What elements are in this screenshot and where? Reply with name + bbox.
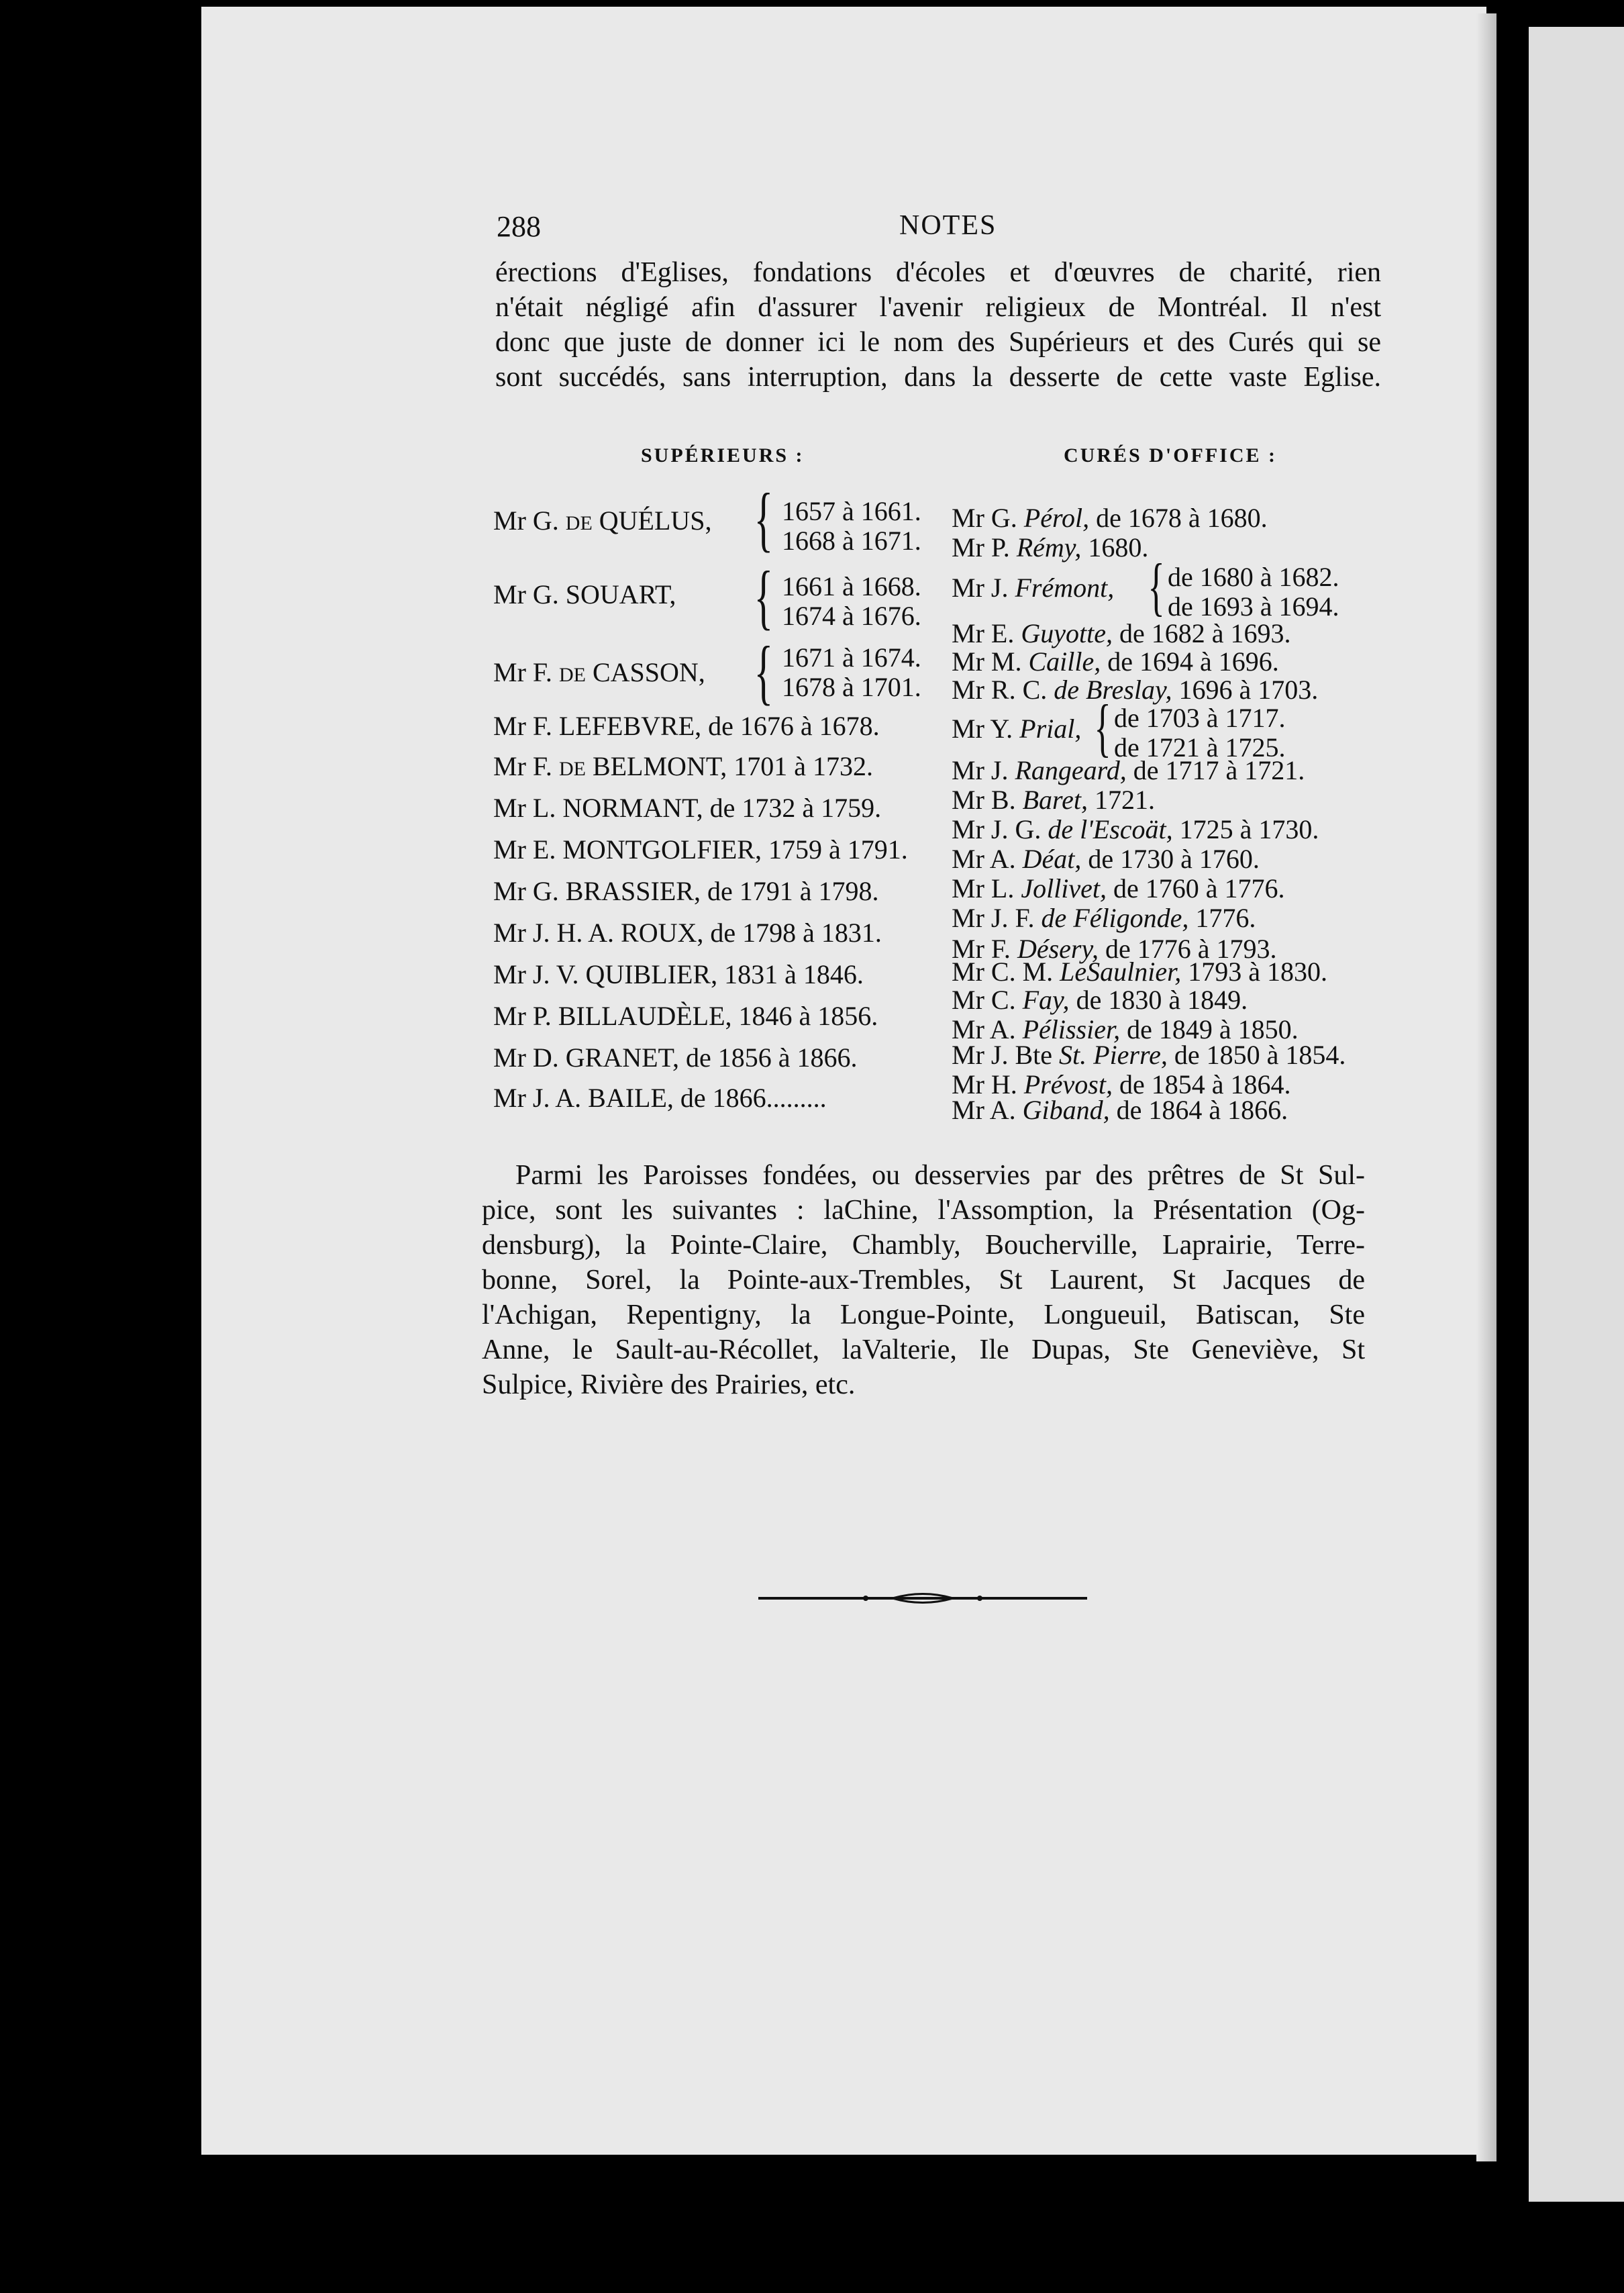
name: Caille, bbox=[1028, 646, 1101, 677]
entry-text: BELMONT, 1701 à 1732. bbox=[592, 751, 874, 781]
title-abbrev: Mr bbox=[493, 1001, 526, 1031]
page-number: 288 bbox=[497, 210, 541, 243]
date-range: 1668 à 1671. bbox=[782, 526, 921, 556]
initial: A. bbox=[989, 1014, 1016, 1044]
initial: C. M. bbox=[991, 957, 1054, 987]
entry-text: G. BRASSIER, de 1791 à 1798. bbox=[532, 876, 879, 906]
date-range: de 1703 à 1717. bbox=[1114, 703, 1286, 733]
initial: E. bbox=[991, 618, 1015, 648]
name: de Féligonde, bbox=[1041, 903, 1189, 933]
cure-entry bbox=[952, 754, 1305, 786]
name: Prévost, bbox=[1023, 1069, 1113, 1100]
page-gutter-shadow bbox=[1476, 13, 1496, 2161]
name: Prial, bbox=[1019, 714, 1082, 744]
name: Désery, bbox=[1017, 934, 1099, 964]
cure-entry bbox=[952, 572, 1114, 603]
brace: { bbox=[754, 632, 774, 712]
superior-entry bbox=[493, 875, 878, 907]
text-line: érections d'Eglises, fondations d'écoles et d'œuvres de charité, rien bbox=[495, 257, 1381, 288]
date-range: de 1776 à 1793. bbox=[1105, 934, 1277, 964]
initial: L. bbox=[991, 873, 1015, 904]
column-heading-cures: CURÉS D'OFFICE : bbox=[1064, 444, 1278, 467]
date-range: 1671 à 1674. bbox=[782, 642, 921, 673]
text-line: n'était négligé afin d'assurer l'avenir religieux de Montréal. Il n'est bbox=[495, 292, 1381, 323]
initial: F. bbox=[532, 751, 552, 781]
initial: F. bbox=[532, 657, 552, 687]
name: Rangeard, bbox=[1015, 755, 1127, 785]
closing-paragraph bbox=[482, 1158, 1365, 1402]
date-range: de 1693 à 1694. bbox=[1168, 591, 1339, 622]
superior-entry bbox=[493, 750, 873, 782]
initial: G. bbox=[991, 503, 1017, 533]
date-range: 1657 à 1661. bbox=[782, 496, 921, 526]
cure-entry bbox=[952, 984, 1248, 1016]
superior-entry bbox=[493, 1082, 827, 1114]
title-abbrev: Mr bbox=[952, 714, 984, 744]
date-range: 1725 à 1730. bbox=[1179, 814, 1319, 844]
date-range: de 1680 à 1682. bbox=[1168, 562, 1339, 592]
entry-text: J. V. QUIBLIER, 1831 à 1846. bbox=[532, 959, 864, 989]
title-abbrev: Mr bbox=[952, 618, 984, 648]
name: Fay, bbox=[1022, 985, 1070, 1015]
date-range: 1678 à 1701. bbox=[782, 672, 921, 702]
entry-text: D. GRANET, de 1856 à 1866. bbox=[532, 1042, 858, 1073]
particle: DE bbox=[558, 758, 586, 780]
title-abbrev: Mr bbox=[493, 1083, 526, 1113]
initial: G. bbox=[532, 505, 559, 536]
cure-entry bbox=[952, 843, 1260, 875]
cure-entry bbox=[952, 532, 1148, 563]
superior-entry bbox=[493, 959, 864, 990]
title-abbrev: Mr bbox=[493, 876, 526, 906]
title-abbrev: Mr bbox=[952, 1040, 984, 1070]
date-range: de 1760 à 1776. bbox=[1113, 873, 1285, 904]
title-abbrev: Mr bbox=[952, 532, 984, 563]
column-heading-superiors: SUPÉRIEURS : bbox=[641, 444, 805, 467]
title-abbrev: Mr bbox=[493, 918, 526, 948]
name: Baret, bbox=[1022, 785, 1088, 815]
date-pair bbox=[1114, 703, 1286, 763]
cure-entry bbox=[952, 873, 1285, 904]
text-line: densburg), la Pointe-Claire, Chambly, Boucherville, Laprairie, Terre- bbox=[482, 1230, 1365, 1261]
title-abbrev: Mr bbox=[952, 814, 984, 844]
date-range: de 1694 à 1696. bbox=[1107, 646, 1279, 677]
name: CASSON, bbox=[592, 657, 705, 687]
superior-entry bbox=[493, 505, 712, 536]
name: Giband, bbox=[1022, 1095, 1110, 1125]
title-abbrev: Mr bbox=[493, 657, 526, 687]
initial: G. bbox=[532, 579, 559, 609]
initial: Y. bbox=[990, 714, 1013, 744]
date-range: de 1864 à 1866. bbox=[1116, 1095, 1288, 1125]
initial: H. bbox=[991, 1069, 1017, 1100]
cure-entry bbox=[952, 1039, 1346, 1071]
text-line: l'Achigan, Repentigny, la Longue-Pointe, Longueuil, Batiscan, Ste bbox=[482, 1300, 1365, 1330]
title-abbrev: Mr bbox=[952, 1069, 984, 1100]
superior-entry bbox=[493, 656, 705, 688]
cure-entry bbox=[952, 784, 1155, 816]
superior-entry bbox=[493, 834, 908, 865]
date-range: 1674 à 1676. bbox=[782, 601, 921, 631]
name: Jollivet, bbox=[1021, 873, 1107, 904]
initial: C. bbox=[991, 985, 1016, 1015]
date-range: 1721. bbox=[1094, 785, 1155, 815]
date-range: 1696 à 1703. bbox=[1178, 675, 1319, 705]
date-range: de 1721 à 1725. bbox=[1114, 732, 1286, 763]
text-line: Sulpice, Rivière des Prairies, etc. bbox=[482, 1369, 856, 1400]
date-range: 1776. bbox=[1195, 903, 1256, 933]
name: Frémont, bbox=[1015, 573, 1115, 603]
facing-page-edge bbox=[1529, 27, 1624, 2202]
cure-entry bbox=[952, 902, 1256, 934]
intro-paragraph bbox=[495, 255, 1381, 395]
brace: { bbox=[754, 479, 774, 559]
title-abbrev: Mr bbox=[952, 903, 984, 933]
cure-entry bbox=[952, 502, 1268, 534]
name: Rémy, bbox=[1016, 532, 1082, 563]
date-pair bbox=[782, 643, 921, 702]
superior-entry bbox=[493, 917, 882, 948]
initial: J. F. bbox=[991, 903, 1035, 933]
date-pair bbox=[782, 572, 921, 631]
initial: J. G. bbox=[991, 814, 1042, 844]
brace: { bbox=[1094, 691, 1111, 763]
title-abbrev: Mr bbox=[952, 1095, 984, 1125]
ornamental-rule-icon bbox=[758, 1588, 1087, 1608]
particle: DE bbox=[565, 512, 593, 534]
name: SOUART, bbox=[565, 579, 676, 609]
initial: A. bbox=[989, 844, 1016, 874]
name: St. Pierre, bbox=[1059, 1040, 1168, 1070]
title-abbrev: Mr bbox=[493, 751, 526, 781]
initial: P. bbox=[991, 532, 1010, 563]
date-range: 1680. bbox=[1088, 532, 1149, 563]
brace: { bbox=[754, 557, 774, 637]
initial: J. Bte bbox=[991, 1040, 1053, 1070]
text-line: Parmi les Paroisses fondées, ou desservies par des prêtres de St Sul- bbox=[515, 1160, 1365, 1191]
date-range: de 1849 à 1850. bbox=[1127, 1014, 1299, 1044]
title-abbrev: Mr bbox=[493, 1042, 526, 1073]
title-abbrev: Mr bbox=[952, 755, 984, 785]
title-abbrev: Mr bbox=[493, 505, 526, 536]
date-pair bbox=[782, 497, 921, 556]
title-abbrev: Mr bbox=[952, 646, 984, 677]
date-pair bbox=[1168, 563, 1339, 622]
text-line: bonne, Sorel, la Pointe-aux-Trembles, St Laurent, St Jacques de bbox=[482, 1265, 1365, 1296]
initial: M. bbox=[991, 646, 1022, 677]
cure-entry bbox=[952, 956, 1327, 987]
initial: F. bbox=[991, 934, 1011, 964]
initial: J. bbox=[991, 573, 1009, 603]
entry-text: L. NORMANT, de 1732 à 1759. bbox=[532, 793, 882, 823]
superior-entry bbox=[493, 579, 676, 610]
title-abbrev: Mr bbox=[493, 834, 526, 865]
date-range: de 1850 à 1854. bbox=[1174, 1040, 1346, 1070]
cure-entry bbox=[952, 618, 1290, 649]
initial: R. C. bbox=[991, 675, 1048, 705]
name: Pélissier, bbox=[1022, 1014, 1121, 1044]
text-line: sont succédés, sans interruption, dans la desserte de cette vaste Eglise. bbox=[495, 362, 1381, 393]
name: de Breslay, bbox=[1054, 675, 1172, 705]
superior-entry bbox=[493, 1042, 858, 1073]
name: QUÉLUS, bbox=[599, 505, 712, 536]
brace: { bbox=[1148, 550, 1165, 622]
date-range: de 1717 à 1721. bbox=[1133, 755, 1305, 785]
entry-text: E. MONTGOLFIER, 1759 à 1791. bbox=[532, 834, 908, 865]
name: Guyotte, bbox=[1021, 618, 1113, 648]
date-range: de 1854 à 1864. bbox=[1119, 1069, 1291, 1100]
particle: DE bbox=[558, 664, 586, 686]
cure-entry bbox=[952, 646, 1279, 677]
entry-text: J. H. A. ROUX, de 1798 à 1831. bbox=[532, 918, 882, 948]
cure-entry bbox=[952, 674, 1318, 705]
text-line: donc que juste de donner ici le nom des Supérieurs et des Curés qui se bbox=[495, 327, 1381, 358]
entry-text: P. BILLAUDÈLE, 1846 à 1856. bbox=[532, 1001, 878, 1031]
title-abbrev: Mr bbox=[952, 934, 984, 964]
cure-entry bbox=[952, 1094, 1288, 1126]
date-range: 1661 à 1668. bbox=[782, 571, 921, 601]
title-abbrev: Mr bbox=[952, 503, 984, 533]
superior-entry bbox=[493, 1000, 878, 1032]
title-abbrev: Mr bbox=[952, 985, 984, 1015]
initial: A. bbox=[989, 1095, 1016, 1125]
text-line: pice, sont les suivantes : laChine, l'Assomption, la Présentation (Og- bbox=[482, 1195, 1365, 1226]
initial: B. bbox=[991, 785, 1016, 815]
title-abbrev: Mr bbox=[952, 675, 984, 705]
superior-entry bbox=[493, 792, 881, 824]
date-range: de 1830 à 1849. bbox=[1076, 985, 1248, 1015]
date-range: de 1682 à 1693. bbox=[1119, 618, 1291, 648]
title-abbrev: Mr bbox=[493, 711, 526, 741]
initial: J. bbox=[991, 755, 1009, 785]
date-range: de 1678 à 1680. bbox=[1096, 503, 1268, 533]
date-range: 1793 à 1830. bbox=[1188, 957, 1328, 987]
cure-entry bbox=[952, 713, 1081, 744]
name: Déat, bbox=[1022, 844, 1082, 874]
title-abbrev: Mr bbox=[952, 1014, 984, 1044]
date-range: de 1730 à 1760. bbox=[1088, 844, 1260, 874]
title-abbrev: Mr bbox=[952, 957, 984, 987]
title-abbrev: Mr bbox=[952, 844, 984, 874]
cure-entry bbox=[952, 814, 1319, 845]
title-abbrev: Mr bbox=[952, 873, 984, 904]
name: de l'Escoät, bbox=[1048, 814, 1173, 844]
running-head: NOTES bbox=[899, 210, 997, 241]
title-abbrev: Mr bbox=[493, 959, 526, 989]
name: Pérol, bbox=[1023, 503, 1090, 533]
entry-text: F. LEFEBVRE, de 1676 à 1678. bbox=[532, 711, 880, 741]
entry-text: J. A. BAILE, de 1866......... bbox=[532, 1083, 827, 1113]
title-abbrev: Mr bbox=[952, 785, 984, 815]
title-abbrev: Mr bbox=[952, 573, 984, 603]
name: LeSaulnier, bbox=[1060, 957, 1182, 987]
title-abbrev: Mr bbox=[493, 579, 526, 609]
superior-entry bbox=[493, 710, 880, 742]
title-abbrev: Mr bbox=[493, 793, 526, 823]
text-line: Anne, le Sault-au-Récollet, laValterie, Ile Dupas, Ste Geneviève, St bbox=[482, 1334, 1365, 1365]
